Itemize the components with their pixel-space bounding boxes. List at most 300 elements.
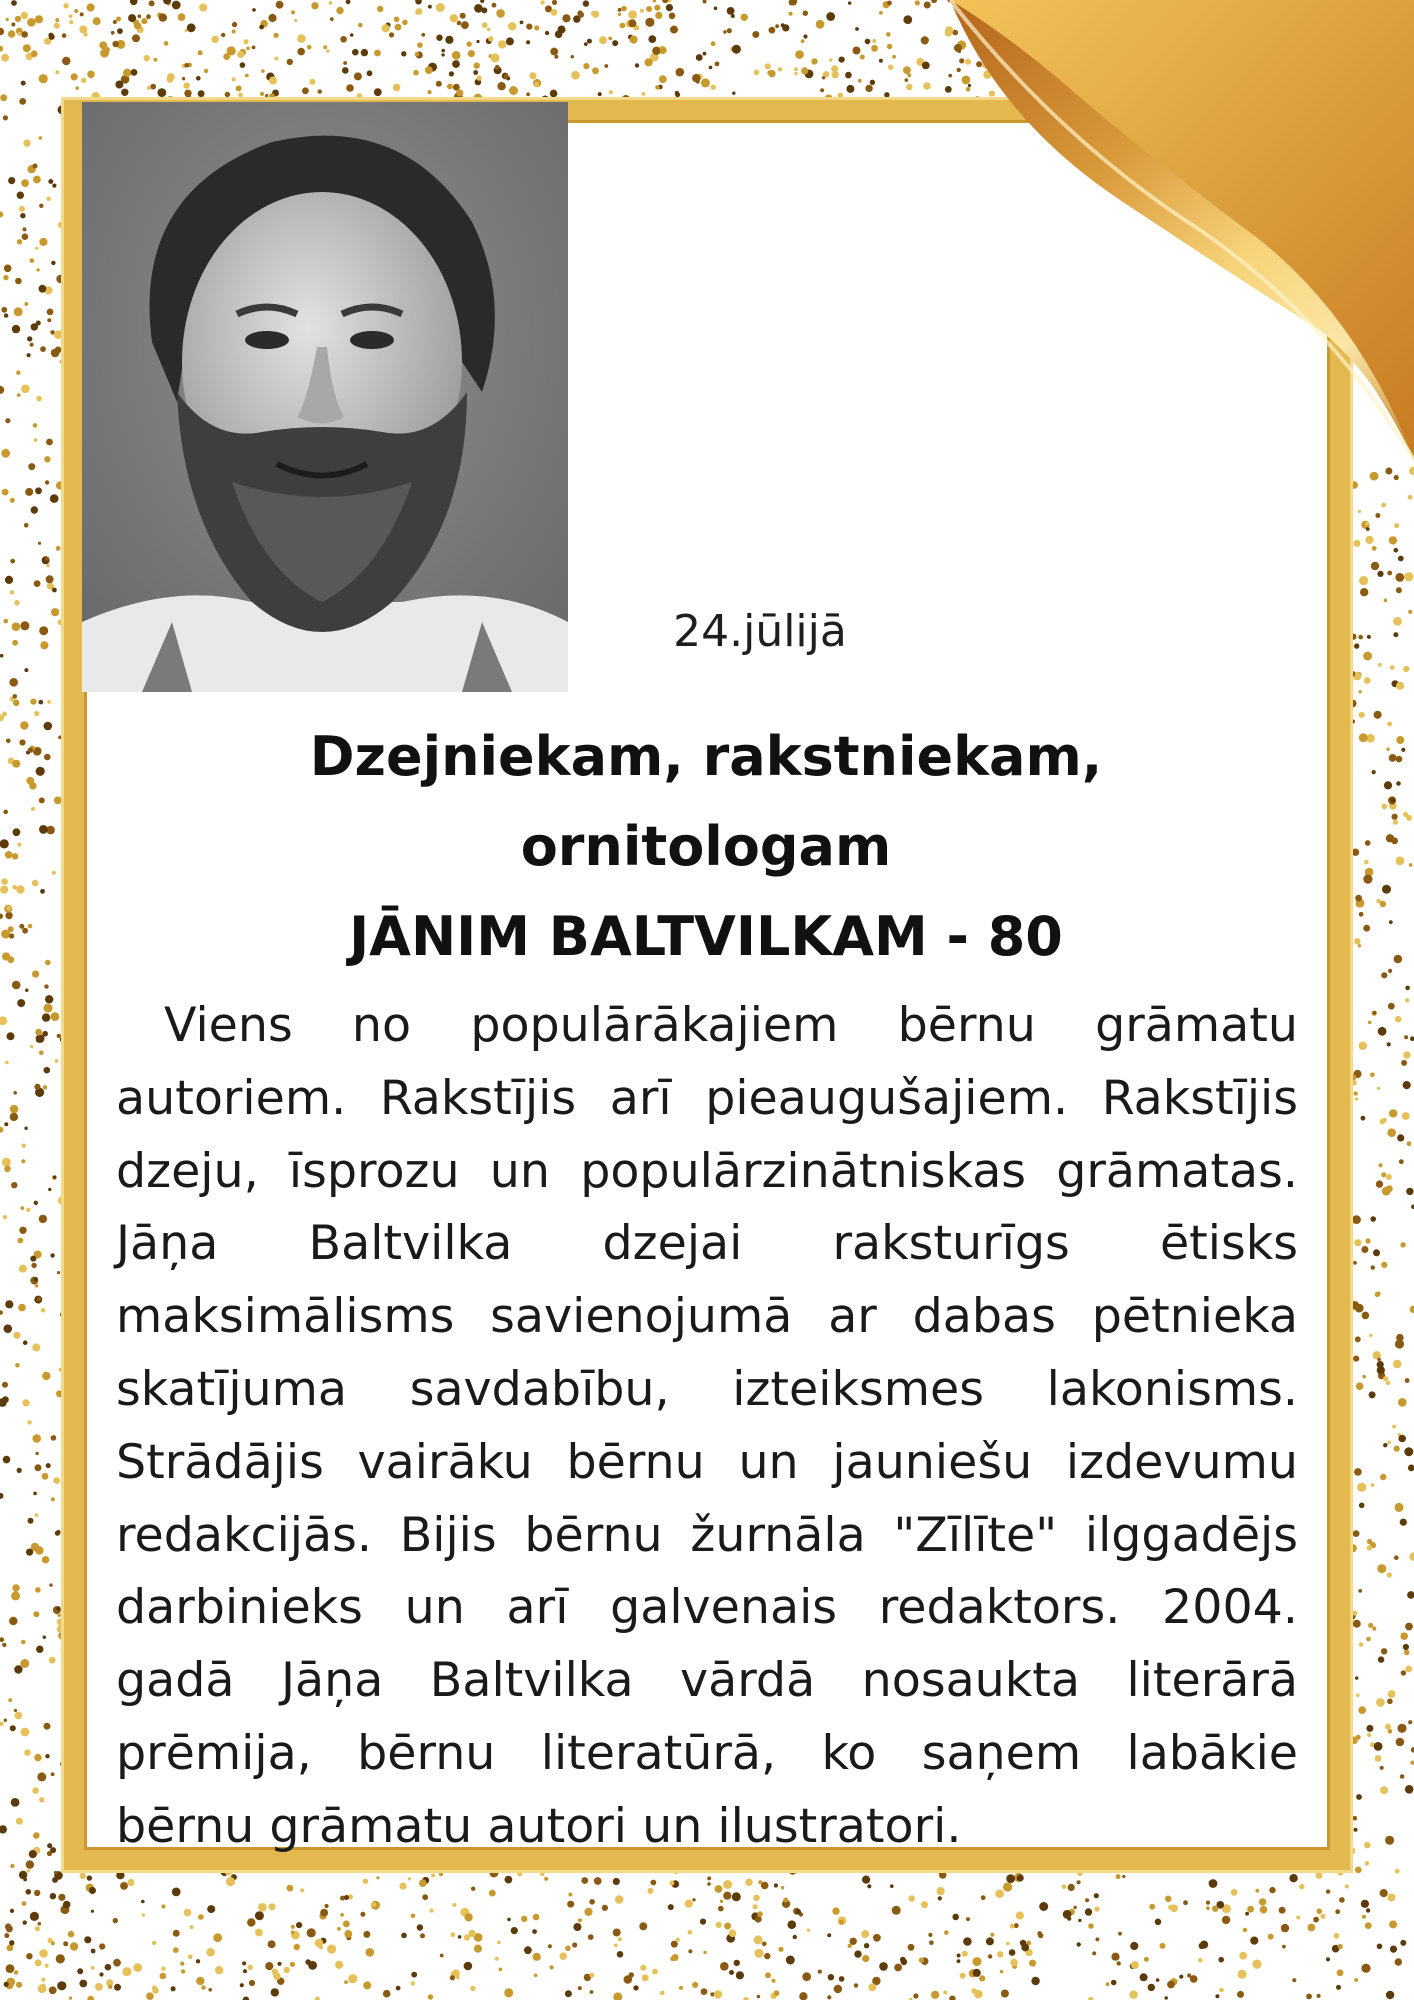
confetti-dot	[1116, 1874, 1121, 1879]
confetti-dot	[647, 1888, 653, 1894]
confetti-dot	[1393, 819, 1398, 824]
confetti-dot	[714, 1990, 722, 1998]
confetti-dot	[886, 32, 891, 37]
confetti-dot	[206, 1948, 215, 1957]
confetti-dot	[246, 47, 250, 51]
confetti-dot	[1404, 572, 1413, 581]
confetti-dot	[198, 90, 205, 97]
confetti-dot	[732, 92, 735, 95]
confetti-dot	[1370, 472, 1379, 481]
confetti-dot	[45, 995, 53, 1003]
confetti-dot	[696, 54, 703, 61]
confetti-dot	[1362, 1915, 1366, 1919]
confetti-dot	[44, 1723, 51, 1730]
confetti-dot	[9, 678, 18, 687]
confetti-dot	[14, 1709, 17, 1712]
confetti-dot	[48, 1938, 53, 1943]
confetti-dot	[508, 22, 516, 30]
confetti-dot	[13, 828, 21, 836]
confetti-dot	[1357, 1483, 1366, 1492]
confetti-dot	[2, 1158, 11, 1167]
confetti-dot	[1385, 1836, 1394, 1845]
confetti-dot	[505, 1876, 513, 1884]
confetti-dot	[19, 1871, 27, 1879]
confetti-dot	[540, 1872, 544, 1876]
confetti-dot	[51, 261, 55, 265]
confetti-dot	[273, 1972, 281, 1980]
confetti-dot	[652, 1969, 658, 1975]
confetti-dot	[10, 1909, 14, 1913]
confetti-dot	[427, 90, 431, 94]
confetti-dot	[659, 75, 667, 83]
confetti-dot	[642, 92, 646, 96]
confetti-dot	[711, 41, 716, 46]
confetti-dot	[1372, 546, 1377, 551]
confetti-dot	[957, 1954, 961, 1958]
confetti-dot	[33, 423, 38, 428]
confetti-dot	[769, 27, 776, 34]
confetti-dot	[291, 10, 295, 14]
confetti-dot	[51, 1772, 55, 1776]
confetti-dot	[422, 1894, 428, 1900]
confetti-dot	[1355, 1676, 1358, 1679]
confetti-dot	[988, 1954, 992, 1958]
confetti-dot	[758, 1880, 762, 1884]
confetti-dot	[839, 1920, 844, 1925]
confetti-dot	[1338, 1944, 1343, 1949]
confetti-dot	[0, 211, 3, 217]
confetti-dot	[46, 439, 53, 446]
confetti-dot	[172, 1, 181, 10]
confetti-dot	[757, 1995, 761, 1999]
confetti-dot	[1359, 912, 1364, 917]
confetti-dot	[6, 18, 9, 21]
confetti-dot	[1362, 1375, 1366, 1379]
confetti-dot	[315, 1939, 324, 1948]
confetti-dot	[36, 268, 39, 271]
confetti-dot	[58, 736, 62, 740]
confetti-dot	[54, 1871, 58, 1875]
confetti-dot	[71, 73, 78, 80]
confetti-dot	[296, 1922, 302, 1928]
confetti-dot	[618, 13, 621, 16]
confetti-dot	[1369, 1334, 1373, 1338]
confetti-dot	[1400, 1519, 1407, 1526]
confetti-dot	[1010, 1924, 1015, 1929]
confetti-dot	[35, 247, 38, 250]
confetti-dot	[33, 164, 38, 169]
confetti-dot	[122, 1967, 131, 1976]
confetti-dot	[796, 1909, 801, 1914]
confetti-dot	[879, 1962, 888, 1971]
confetti-dot	[489, 1890, 496, 1897]
confetti-dot	[571, 71, 580, 80]
confetti-dot	[862, 1876, 870, 1884]
confetti-dot	[767, 70, 772, 75]
confetti-dot	[294, 19, 297, 22]
confetti-dot	[534, 82, 539, 87]
confetti-dot	[1361, 1900, 1369, 1908]
confetti-dot	[1269, 1887, 1275, 1893]
confetti-dot	[1389, 754, 1397, 762]
confetti-dot	[668, 1904, 674, 1910]
confetti-dot	[765, 1972, 771, 1978]
title-line-3: JĀNIM BALTVILKAM - 80	[349, 905, 1063, 968]
confetti-dot	[249, 1980, 255, 1986]
confetti-dot	[973, 1969, 981, 1977]
confetti-dot	[938, 1896, 942, 1900]
confetti-dot	[47, 318, 51, 322]
confetti-dot	[12, 853, 18, 859]
confetti-dot	[729, 1930, 737, 1938]
confetti-dot	[29, 782, 36, 789]
confetti-dot	[716, 1922, 722, 1928]
confetti-dot	[1279, 1907, 1286, 1914]
confetti-dot	[2, 489, 9, 496]
confetti-dot	[171, 1986, 176, 1991]
confetti-dot	[470, 1986, 475, 1991]
confetti-dot	[1003, 1882, 1012, 1891]
confetti-dot	[703, 52, 707, 56]
confetti-dot	[723, 1880, 732, 1889]
confetti-dot	[34, 1277, 38, 1281]
confetti-dot	[30, 258, 35, 263]
confetti-dot	[633, 1985, 638, 1990]
confetti-dot	[562, 14, 570, 22]
confetti-dot	[1296, 1916, 1300, 1920]
confetti-dot	[0, 839, 9, 848]
confetti-dot	[1385, 1724, 1391, 1730]
confetti-dot	[1393, 632, 1398, 637]
confetti-dot	[732, 45, 741, 54]
confetti-dot	[6, 1925, 13, 1932]
confetti-dot	[845, 72, 852, 79]
confetti-dot	[10, 559, 15, 564]
confetti-dot	[117, 28, 123, 34]
confetti-dot	[91, 1966, 95, 1970]
confetti-dot	[44, 984, 48, 988]
confetti-dot	[1308, 1924, 1316, 1932]
confetti-dot	[628, 19, 636, 27]
confetti-dot	[1393, 1360, 1402, 1369]
confetti-dot	[265, 94, 268, 97]
confetti-dot	[944, 1930, 949, 1935]
confetti-dot	[0, 654, 3, 658]
confetti-dot	[5, 1061, 9, 1065]
confetti-dot	[3, 1456, 11, 1464]
confetti-dot	[56, 1606, 60, 1610]
confetti-dot	[89, 1887, 96, 1894]
confetti-dot	[51, 1497, 55, 1501]
confetti-dot	[1408, 495, 1413, 500]
confetti-dot	[1368, 1021, 1372, 1025]
confetti-dot	[450, 14, 458, 22]
confetti-dot	[389, 32, 394, 37]
confetti-dot	[326, 49, 330, 53]
confetti-dot	[350, 33, 354, 37]
confetti-dot	[354, 72, 362, 80]
confetti-dot	[399, 1883, 406, 1890]
confetti-dot	[718, 1906, 724, 1912]
confetti-dot	[21, 81, 26, 86]
confetti-dot	[602, 1905, 608, 1911]
confetti-dot	[783, 1898, 788, 1903]
confetti-dot	[287, 1885, 294, 1892]
confetti-dot	[19, 1265, 27, 1273]
title-line-2: ornitologam	[520, 815, 892, 878]
confetti-dot	[1378, 1656, 1384, 1662]
confetti-dot	[1403, 1051, 1410, 1058]
confetti-dot	[1237, 1991, 1244, 1998]
confetti-dot	[1376, 1180, 1383, 1187]
confetti-dot	[1094, 1907, 1099, 1912]
confetti-dot	[1092, 1951, 1096, 1955]
confetti-dot	[1388, 969, 1392, 973]
confetti-dot	[615, 1895, 624, 1904]
confetti-dot	[95, 1983, 103, 1991]
confetti-dot	[482, 22, 488, 28]
confetti-dot	[1238, 1970, 1247, 1979]
confetti-dot	[335, 1961, 343, 1969]
confetti-dot	[1336, 1985, 1341, 1990]
confetti-dot	[873, 1934, 881, 1942]
confetti-dot	[1320, 1914, 1325, 1919]
confetti-dot	[654, 5, 660, 11]
confetti-dot	[14, 600, 20, 606]
confetti-dot	[723, 1892, 731, 1900]
confetti-dot	[2, 1643, 6, 1647]
confetti-dot	[1400, 1242, 1405, 1247]
confetti-dot	[1353, 1356, 1359, 1362]
confetti-dot	[937, 1887, 945, 1895]
confetti-dot	[1387, 1128, 1396, 1137]
confetti-dot	[703, 0, 707, 4]
confetti-dot	[870, 80, 875, 85]
confetti-dot	[864, 1943, 869, 1948]
confetti-dot	[592, 67, 599, 74]
confetti-dot	[242, 1961, 246, 1965]
confetti-dot	[1337, 1969, 1344, 1976]
confetti-dot	[584, 42, 588, 46]
confetti-dot	[10, 1113, 18, 1121]
confetti-dot	[8, 177, 15, 184]
confetti-dot	[1396, 781, 1401, 786]
confetti-dot	[1351, 720, 1355, 724]
confetti-dot	[921, 36, 929, 44]
confetti-dot	[146, 14, 151, 19]
confetti-dot	[8, 30, 15, 37]
confetti-dot	[495, 65, 500, 70]
confetti-dot	[1386, 1381, 1391, 1386]
confetti-dot	[36, 396, 42, 402]
confetti-dot	[32, 971, 39, 978]
confetti-dot	[753, 1895, 760, 1902]
confetti-dot	[35, 1959, 42, 1966]
confetti-dot	[34, 711, 39, 716]
confetti-dot	[1212, 1906, 1218, 1912]
confetti-dot	[1358, 635, 1363, 640]
confetti-dot	[1394, 1555, 1399, 1560]
confetti-dot	[12, 981, 21, 990]
confetti-dot	[995, 1889, 1004, 1898]
confetti-dot	[111, 31, 115, 35]
confetti-dot	[0, 1016, 7, 1025]
confetti-dot	[801, 39, 805, 43]
confetti-dot	[1268, 1934, 1274, 1940]
confetti-dot	[269, 1903, 276, 1910]
confetti-dot	[939, 1871, 947, 1879]
confetti-dot	[39, 204, 43, 208]
confetti-dot	[93, 17, 101, 25]
confetti-dot	[287, 59, 293, 65]
confetti-dot	[4, 1122, 8, 1126]
confetti-dot	[24, 523, 29, 528]
confetti-dot	[908, 1944, 915, 1951]
confetti-dot	[1366, 1908, 1370, 1912]
confetti-dot	[374, 50, 381, 57]
confetti-dot	[979, 1975, 985, 1981]
confetti-dot	[27, 18, 36, 27]
confetti-dot	[794, 67, 798, 71]
confetti-dot	[40, 889, 45, 894]
confetti-dot	[613, 1992, 622, 2000]
confetti-dot	[51, 1012, 60, 1021]
confetti-dot	[572, 1942, 577, 1947]
confetti-dot	[1358, 510, 1361, 513]
confetti-dot	[1365, 1922, 1372, 1929]
confetti-dot	[754, 70, 760, 76]
confetti-dot	[39, 626, 48, 635]
confetti-dot	[1219, 1988, 1224, 1993]
confetti-dot	[320, 1909, 328, 1917]
confetti-dot	[1130, 1942, 1138, 1950]
confetti-dot	[795, 50, 804, 59]
confetti-dot	[240, 62, 246, 68]
confetti-dot	[1365, 536, 1373, 544]
confetti-dot	[651, 1880, 657, 1886]
confetti-dot	[578, 1986, 582, 1990]
confetti-dot	[1355, 1097, 1358, 1100]
confetti-dot	[1338, 1870, 1344, 1876]
confetti-dot	[35, 1513, 39, 1517]
confetti-dot	[12, 885, 17, 890]
confetti-dot	[421, 33, 425, 37]
confetti-dot	[848, 1944, 852, 1948]
confetti-dot	[1364, 677, 1371, 684]
confetti-dot	[1198, 1958, 1203, 1963]
biography-paragraph: Viens no populārākajiem bērnu grāmatu autoriem. Rakstījis arī pieaugušajiem. Rakstījis dzeju, īsprozu un populārzinātniskas grāmatas. Jāņa Baltvilka dzejai raksturīgs ētisks maksimālisms savienojumā ar dabas pētnieka skatījuma savdabību, izteiksmes lakonisms. Strādājis vairāku bērnu un jauniešu izdevumu redakcijās. Bijis bērnu žurnāla "Zīlīte" ilggadējs darbinieks un arī galvenais redaktors. 2004. gadā Jāņa Baltvilka vārdā nosaukta literārā prēmija, bērnu literatūrā, ko saņem labākie bērnu grāmatu autori un ilustratori.	[116, 998, 1298, 1854]
confetti-dot	[660, 1991, 665, 1996]
confetti-dot	[1403, 812, 1408, 817]
confetti-dot	[13, 1332, 20, 1339]
confetti-dot	[534, 1974, 538, 1978]
confetti-dot	[2, 712, 7, 717]
confetti-dot	[1396, 682, 1404, 690]
confetti-dot	[10, 590, 14, 594]
confetti-dot	[52, 1877, 58, 1883]
confetti-dot	[323, 45, 327, 49]
confetti-dot	[1299, 1884, 1304, 1889]
confetti-dot	[401, 51, 406, 56]
confetti-dot	[653, 0, 656, 3]
confetti-dot	[46, 575, 54, 583]
confetti-dot	[87, 3, 95, 11]
confetti-dot	[240, 1983, 244, 1987]
date-label: 24.jūlijā	[673, 606, 847, 657]
confetti-dot	[613, 1929, 621, 1937]
confetti-dot	[149, 0, 155, 6]
confetti-dot	[1160, 1943, 1166, 1949]
confetti-dot	[1351, 1080, 1357, 1086]
confetti-dot	[692, 1982, 698, 1988]
confetti-dot	[1405, 986, 1410, 991]
confetti-dot	[1006, 1942, 1010, 1946]
confetti-dot	[28, 924, 32, 928]
confetti-dot	[173, 1947, 179, 1953]
confetti-dot	[612, 40, 618, 46]
confetti-dot	[1062, 1885, 1067, 1890]
confetti-dot	[87, 71, 95, 79]
confetti-dot	[1354, 1468, 1362, 1476]
confetti-dot	[986, 1937, 994, 1945]
confetti-dot	[4, 1324, 13, 1333]
confetti-dot	[669, 1881, 674, 1886]
confetti-dot	[20, 1206, 24, 1210]
confetti-dot	[1405, 1666, 1412, 1673]
confetti-dot	[377, 6, 383, 12]
confetti-dot	[1394, 475, 1399, 480]
confetti-dot	[624, 1975, 633, 1984]
confetti-dot	[1370, 1216, 1376, 1222]
confetti-dot	[58, 1894, 65, 1901]
confetti-dot	[1386, 834, 1394, 842]
confetti-dot	[363, 1981, 371, 1989]
confetti-dot	[302, 87, 309, 94]
confetti-dot	[79, 1980, 87, 1988]
confetti-dot	[655, 85, 660, 90]
confetti-dot	[33, 176, 41, 184]
confetti-dot	[715, 62, 720, 67]
confetti-dot	[12, 760, 20, 768]
confetti-dot	[599, 36, 607, 44]
confetti-dot	[53, 1477, 60, 1484]
confetti-dot	[461, 21, 469, 29]
confetti-dot	[330, 17, 334, 21]
confetti-dot	[1039, 1902, 1048, 1911]
confetti-dot	[9, 933, 14, 938]
confetti-dot	[1390, 798, 1395, 803]
confetti-dot	[371, 1902, 376, 1907]
confetti-dot	[9, 1617, 17, 1625]
confetti-dot	[1387, 1699, 1393, 1705]
confetti-dot	[431, 1873, 435, 1877]
confetti-dot	[1383, 1443, 1387, 1447]
confetti-dot	[1380, 1474, 1386, 1480]
confetti-dot	[51, 608, 59, 616]
confetti-dot	[736, 1971, 744, 1979]
confetti-dot	[741, 14, 748, 21]
confetti-dot	[0, 94, 7, 101]
confetti-dot	[358, 23, 363, 28]
confetti-dot	[894, 1964, 902, 1972]
confetti-dot	[167, 73, 175, 81]
confetti-dot	[23, 227, 27, 231]
confetti-dot	[75, 86, 79, 90]
confetti-dot	[670, 1956, 675, 1961]
confetti-dot	[10, 1864, 14, 1868]
confetti-dot	[685, 1900, 693, 1908]
confetti-dot	[903, 15, 912, 24]
